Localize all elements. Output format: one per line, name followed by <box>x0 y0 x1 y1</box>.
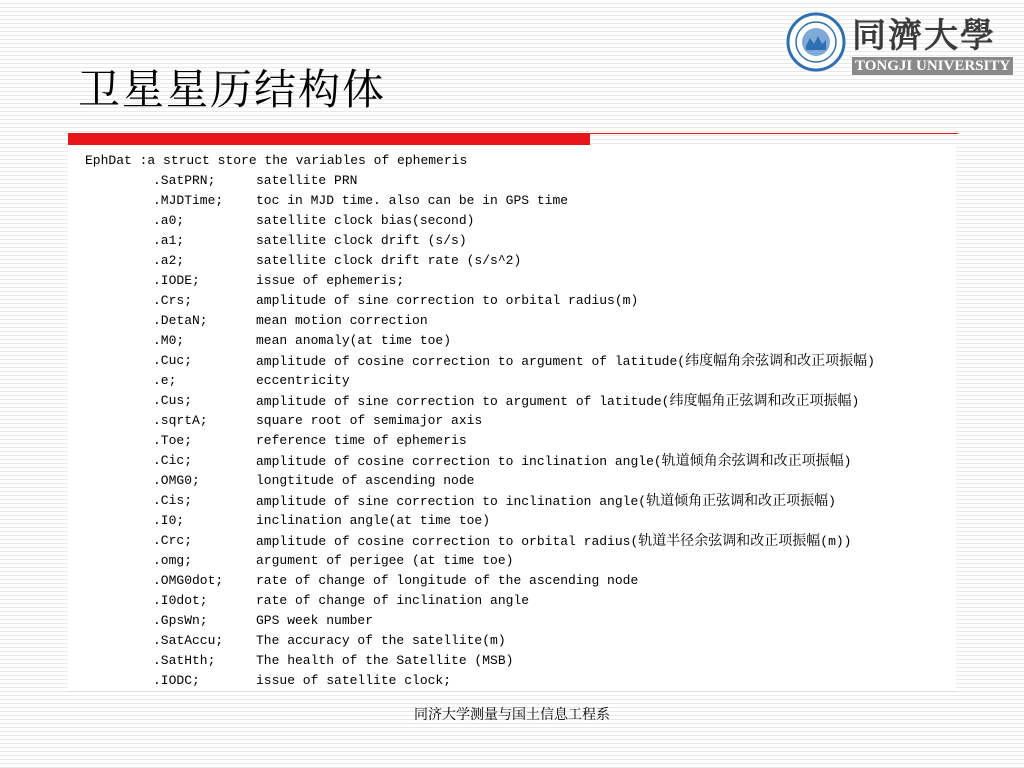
field-description-tail: ) <box>828 494 836 509</box>
field-description <box>256 471 474 491</box>
field-description-text: toc in MJD time. also can be in GPS time <box>256 193 569 208</box>
field-description-text: satellite clock drift rate (s/s^2) <box>256 253 522 268</box>
field-name: .Crs; <box>153 293 193 308</box>
field-description-chinese: 纬度幅角余弦调和改正项振幅 <box>685 353 868 369</box>
field-name: .omg; <box>153 553 193 568</box>
field-description-tail: ) <box>851 394 860 409</box>
field-name: .Cis; <box>153 493 193 508</box>
field-description-text: longtitude of ascending node <box>256 473 475 488</box>
struct-header-line: EphDat :a struct store the variables of ephemeris <box>85 153 468 168</box>
field-description <box>256 411 482 431</box>
field-name: .I0; <box>153 513 185 528</box>
university-seal-icon <box>786 12 846 72</box>
tongji-university-logo <box>786 12 1011 78</box>
field-description <box>256 231 467 251</box>
field-description-text: amplitude of sine correction to inclination angle( <box>256 494 647 509</box>
field-description <box>256 211 474 231</box>
logo-chinese-name: 同濟大學 <box>852 16 996 56</box>
field-name: .a2; <box>153 253 185 268</box>
field-name: .M0; <box>153 333 185 348</box>
field-description <box>256 371 350 391</box>
field-name: .Crc; <box>153 533 193 548</box>
field-description <box>256 271 404 291</box>
field-description-text: argument of perigee (at time toe) <box>256 553 514 568</box>
field-description <box>256 191 568 211</box>
field-description-text: GPS week number <box>256 613 374 628</box>
field-description-text: reference time of ephemeris <box>256 433 467 448</box>
field-description-tail: (m)) <box>820 534 852 549</box>
logo-english-name: TONGJI UNIVERSITY <box>852 57 1013 75</box>
field-description <box>256 451 851 472</box>
field-description <box>256 631 506 651</box>
field-description <box>256 531 851 552</box>
field-name: .DetaN; <box>153 313 208 328</box>
footer-department: 同济大学测量与国土信息工程系 <box>414 707 610 723</box>
field-description-text: square root of semimajor axis <box>256 413 483 428</box>
field-description <box>256 171 357 191</box>
field-name: .IODC; <box>153 673 200 688</box>
field-name: .Cuc; <box>153 353 193 368</box>
field-description <box>256 391 859 412</box>
field-name: .SatHth; <box>153 653 216 668</box>
field-description <box>256 331 451 351</box>
field-description-text: inclination angle(at time toe) <box>256 513 491 528</box>
field-description <box>256 611 373 631</box>
field-description <box>256 591 529 611</box>
field-description <box>256 651 513 671</box>
field-description-chinese: 轨道倾角余弦调和改正项振幅 <box>661 453 844 469</box>
struct-code-box <box>68 147 956 692</box>
field-description <box>256 671 451 691</box>
field-name: .OMG0dot; <box>153 573 224 588</box>
field-description-text: rate of change of inclination angle <box>256 593 530 608</box>
field-description <box>256 431 467 451</box>
field-description-chinese: 纬度幅角正弦调和改正项振幅 <box>669 393 852 409</box>
field-description-tail: ) <box>867 354 875 369</box>
field-name: .e; <box>153 373 177 388</box>
title-divider-line <box>590 133 958 134</box>
field-description-text: issue of satellite clock; <box>256 673 452 688</box>
field-name: .sqrtA; <box>153 413 208 428</box>
field-name: .MJDTime; <box>153 193 224 208</box>
field-description-chinese: 轨道半径余弦调和改正项振幅 <box>638 533 821 549</box>
field-description-chinese: 轨道倾角正弦调和改正项振幅 <box>646 493 829 509</box>
field-name: .a1; <box>153 233 185 248</box>
field-description-text: amplitude of sine correction to argument of latitude( <box>256 394 670 409</box>
field-description-text: satellite clock drift (s/s) <box>256 233 467 248</box>
field-description-text: rate of change of longitude of the ascending node <box>256 573 639 588</box>
field-description-text: The health of the Satellite (MSB) <box>256 653 514 668</box>
field-description-text: satellite PRN <box>256 173 358 188</box>
field-description-text: The accuracy of the satellite(m) <box>256 633 506 648</box>
field-name: .Toe; <box>153 433 193 448</box>
field-name: .SatAccu; <box>153 633 224 648</box>
field-description <box>256 291 638 311</box>
field-description-text: mean motion correction <box>256 313 428 328</box>
field-description-text: amplitude of cosine correction to argument of latitude( <box>256 354 686 369</box>
field-description-text: amplitude of sine correction to orbital radius(m) <box>256 293 639 308</box>
field-description-text: issue of ephemeris; <box>256 273 405 288</box>
title-accent-bar <box>68 133 590 145</box>
field-name: .GpsWn; <box>153 613 208 628</box>
field-name: .Cus; <box>153 393 193 408</box>
field-name: .a0; <box>153 213 185 228</box>
field-description <box>256 251 521 271</box>
field-name: .OMG0; <box>153 473 200 488</box>
field-description-text: satellite clock bias(second) <box>256 213 475 228</box>
field-name: .Cic; <box>153 453 193 468</box>
field-description-text: amplitude of cosine correction to orbital radius( <box>256 534 639 549</box>
field-description-text: eccentricity <box>256 373 350 388</box>
field-description <box>256 491 836 512</box>
field-description-tail: ) <box>843 454 852 469</box>
field-name: .I0dot; <box>153 593 208 608</box>
slide-title: 卫星星历结构体 <box>78 65 387 114</box>
field-description <box>256 311 428 331</box>
field-name: .IODE; <box>153 273 200 288</box>
field-name: .SatPRN; <box>153 173 216 188</box>
field-description-text: amplitude of cosine correction to inclination angle( <box>256 454 662 469</box>
field-description <box>256 511 490 531</box>
field-description <box>256 551 513 571</box>
field-description-text: mean anomaly(at time toe) <box>256 333 452 348</box>
field-description <box>256 351 875 372</box>
field-description <box>256 571 638 591</box>
